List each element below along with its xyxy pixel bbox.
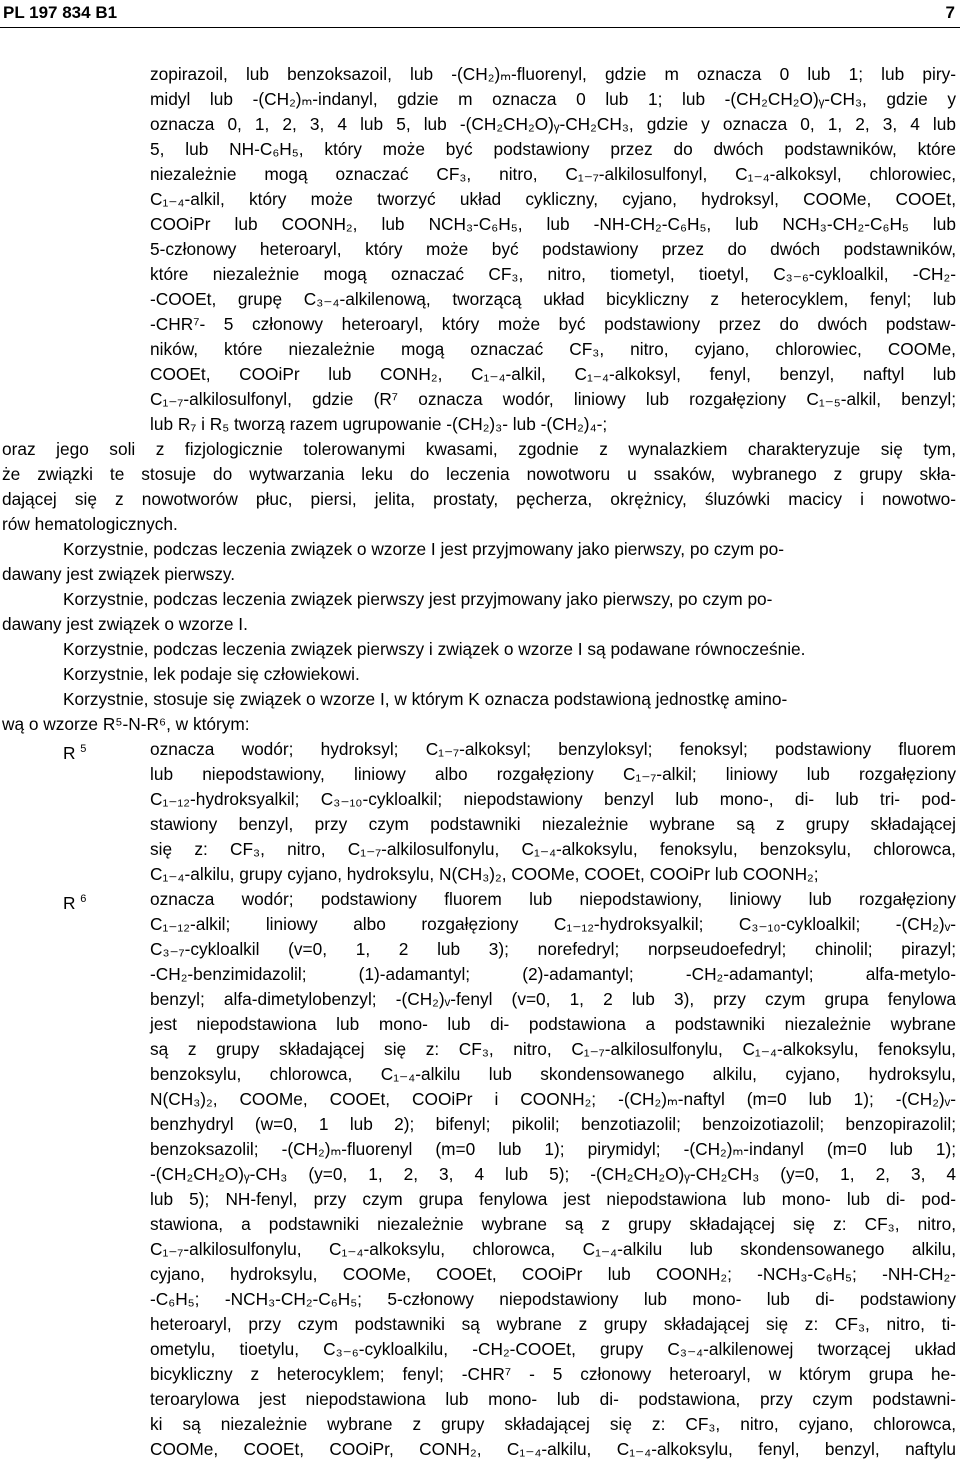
text-line: COOMe, COOEt, COOiPr, CONH₂, C₁₋₄-alkilu, C₁₋₄-alkoksylu, fenyl, benzyl, naftylu xyxy=(150,1439,956,1459)
text-line: 5, lub NH-C₆H₅, który może być podstawiony przez do dwóch podstawników, które xyxy=(150,139,956,159)
text-line: lub 5); NH-fenyl, przy czym grupa fenylowa jest niepodstawiona lub mono- lub di- pod- xyxy=(150,1189,956,1209)
text-line: lub niepodstawiony, liniowy albo rozgałęziony C₁₋₇-alkil; liniowy lub rozgałęziony xyxy=(150,764,956,784)
text-line: benzoksazolil; -(CH₂)ₘ-fluorenyl (m=0 lub 1); pirymidyl; -(CH₂)ₘ-indanyl (m=0 lub 1); xyxy=(150,1139,956,1159)
header-divider xyxy=(0,27,960,28)
text-line: które niezależnie mogą oznaczać CF₃, nitro, tiometyl, tioetyl, C₃₋₆-cykloalkil, -CH₂- xyxy=(150,264,956,284)
text-line: teroarylowa jest niepodstawiona lub mono- lub di- podstawiona, przy czym podstawni- xyxy=(150,1389,956,1409)
text-line: COOEt, COOiPr lub CONH₂, C₁₋₄-alkil, C₁₋₄-alkoksyl, fenyl, benzyl, naftyl lub xyxy=(150,364,956,384)
text-line: oznacza wodór; hydroksyl; C₁₋₇-alkoksyl; benzyloksyl; fenoksyl; podstawiony fluorem xyxy=(150,739,956,759)
text-line: C₁₋₇-alkilosulfonyl, gdzie (R⁷ oznacza wodór, liniowy lub rozgałęziony C₁₋₅-alkil, benzyl; xyxy=(150,389,956,409)
patent-number: PL 197 834 B1 xyxy=(3,3,118,22)
text-line: niezależnie mogą oznaczać CF₃, nitro, C₁₋₇-alkilosulfonyl, C₁₋₄-alkoksyl, chlorowiec, xyxy=(150,164,956,184)
text-line: -C₆H₅; -NCH₃-CH₂-C₆H₅; 5-członowy niepodstawiony lub mono- lub di- podstawiony xyxy=(150,1289,956,1309)
text-line: wą o wzorze R⁵-N-R⁶, w którym: xyxy=(2,714,250,734)
text-line: cyjano, hydroksylu, COOMe, COOEt, COOiPr lub COONH₂; -NCH₃-C₆H₅; -NH-CH₂- xyxy=(150,1264,956,1284)
text-line: bicykliczny z heterocyklem; fenyl; -CHR⁷ - 5 członowy heteroaryl, w którym grupa he- xyxy=(150,1364,956,1384)
text-line: ki są niezależnie wybrane z grupy składającej się z: CF₃, nitro, cyjano, chlorowca, xyxy=(150,1414,956,1434)
text-line: -COOEt, grupę C₃₋₄-alkilenową, tworzącą układ bicykliczny z heterocyklem, fenyl; lub xyxy=(150,289,956,309)
text-line: oznacza 0, 1, 2, 3, 4 lub 5, lub -(CH₂CH₂O)ᵧ-CH₂CH₃, gdzie y oznacza 0, 1, 2, 3, 4 lub xyxy=(150,114,956,134)
text-line: C₁₋₁₂-alkil; liniowy albo rozgałęziony C₁₋₁₂-hydroksyalkil; C₃₋₁₀-cykloalkil; -(CH₂)ᵥ- xyxy=(150,914,956,934)
text-line: Korzystnie, podczas leczenia związek o wzorze I jest przyjmowany jako pierwszy, po czym po- xyxy=(63,539,784,559)
text-line: benzhydryl (w=0, 1 lub 2); bifenyl; pikolil; benzotiazolil; benzoizotiazolil; benzopirazolil; xyxy=(150,1114,956,1134)
text-line: midyl lub -(CH₂)ₘ-indanyl, gdzie m oznacza 0 lub 1; lub -(CH₂CH₂O)ᵧ-CH₃, gdzie y xyxy=(150,89,956,109)
text-line: lub R₇ i R₅ tworzą razem ugrupowanie -(CH₂)₃- lub -(CH₂)₄-; xyxy=(150,414,608,434)
text-line: Korzystnie, stosuje się związek o wzorze I, w którym K oznacza podstawioną jednostkę amino- xyxy=(63,689,788,709)
text-line: oraz jego soli z fizjologicznie tolerowanymi kwasami, zgodnie z wynalazkiem charakteryzuje się tym, xyxy=(2,439,956,459)
text-line: benzoksylu, chlorowca, C₁₋₄-alkilu lub skondensowanego alkilu, cyjano, hydroksylu, xyxy=(150,1064,956,1084)
text-line: się z: CF₃, nitro, C₁₋₇-alkilosulfonylu, C₁₋₄-alkoksylu, fenoksylu, benzoksylu, chlorowca, xyxy=(150,839,956,859)
text-line: C₁₋₄-alkil, który może tworzyć układ cykliczny, cyjano, hydroksyl, COOMe, COOEt, xyxy=(150,189,956,209)
text-line: dawany jest związek pierwszy. xyxy=(2,564,236,584)
text-line: C₃₋₇-cykloalkil (v=0, 1, 2 lub 3); norefedryl; norpseudoefedryl; chinolil; pirazyl; xyxy=(150,939,956,959)
text-line: C₁₋₁₂-hydroksyalkil; C₃₋₁₀-cykloalkil; niepodstawiony benzyl lub mono-, di- lub tri- pod- xyxy=(150,789,956,809)
r5-label: R $^5$ xyxy=(63,742,87,763)
text-line: 5-członowy heteroaryl, który może być podstawiony przez do dwóch podstawników, xyxy=(150,239,956,259)
text-line: -CH₂-benzimidazolil; (1)-adamantyl; (2)-adamantyl; -CH₂-adamantyl; alfa-metylo- xyxy=(150,964,956,984)
page-header xyxy=(0,0,960,26)
text-line: rów hematologicznych. xyxy=(2,514,178,534)
text-line: Korzystnie, lek podaje się człowiekowi. xyxy=(63,664,360,684)
text-line: C₁₋₇-alkilosulfonylu, C₁₋₄-alkoksylu, chlorowca, C₁₋₄-alkilu lub skondensowanego alkilu, xyxy=(150,1239,956,1259)
text-line: N(CH₃)₂, COOMe, COOEt, COOiPr i COONH₂; -(CH₂)ₘ-naftyl (m=0 lub 1); -(CH₂)ᵥ- xyxy=(150,1089,956,1109)
text-line: benzyl; alfa-dimetylobenzyl; -(CH₂)ᵥ-fenyl (v=0, 1, 2 lub 3), przy czym grupa fenylowa xyxy=(150,989,956,1009)
text-line: C₁₋₄-alkilu, grupy cyjano, hydroksylu, N(CH₃)₂, COOMe, COOEt, COOiPr lub COONH₂; xyxy=(150,864,819,884)
r6-label: R $^6$ xyxy=(63,892,87,913)
text-line: heteroaryl, przy czym podstawniki są wybrane z grupy składającej się z: CF₃, nitro, ti- xyxy=(150,1314,956,1334)
text-line: że związki te stosuje do wytwarzania leku do leczenia nowotworu u ssaków, wybranego z grupy skła- xyxy=(2,464,956,484)
text-line: jest niepodstawiona lub mono- lub di- podstawiona a podstawniki niezależnie wybrane xyxy=(150,1014,956,1034)
text-line: -(CH₂CH₂O)ᵧ-CH₃ (y=0, 1, 2, 3, 4 lub 5); -(CH₂CH₂O)ᵧ-CH₂CH₃ (y=0, 1, 2, 3, 4 xyxy=(150,1164,956,1184)
text-line: dającej się z nowotworów płuc, piersi, jelita, prostaty, pęcherza, okrężnicy, śluzówki macicy i nowotwo- xyxy=(2,489,956,509)
text-line: -CHR⁷- 5 członowy heteroaryl, który może być podstawiony przez do dwóch podstaw- xyxy=(150,314,956,334)
text-line: Korzystnie, podczas leczenia związek pierwszy jest przyjmowany jako pierwszy, po czym po- xyxy=(63,589,773,609)
text-line: ników, które niezależnie mogą oznaczać CF₃, nitro, cyjano, chlorowiec, COOMe, xyxy=(150,339,956,359)
text-line: dawany jest związek o wzorze I. xyxy=(2,614,248,634)
text-line: zopirazoil, lub benzoksazoil, lub -(CH₂)ₘ-fluorenyl, gdzie m oznacza 0 lub 1; lub piry- xyxy=(150,64,956,84)
text-line: stawiona, a podstawniki niezależnie wybrane są z grupy składającej się z: CF₃, nitro, xyxy=(150,1214,956,1234)
text-line: COOiPr lub COONH₂, lub NCH₃-C₆H₅, lub -NH-CH₂-C₆H₅, lub NCH₃-CH₂-C₆H₅ lub xyxy=(150,214,956,234)
text-line: oznacza wodór; podstawiony fluorem lub niepodstawiony, liniowy lub rozgałęziony xyxy=(150,889,956,909)
text-line: ometylu, tioetylu, C₃₋₆-cykloalkilu, -CH₂-COOEt, grupy C₃₋₄-alkilenowej tworzącej układ xyxy=(150,1339,956,1359)
text-line: stawiony benzyl, przy czym podstawniki niezależnie wybrane są z grupy składającej xyxy=(150,814,956,834)
text-line: są z grupy składającej się z: CF₃, nitro, C₁₋₇-alkilosulfonylu, C₁₋₄-alkoksylu, fenoksylu, xyxy=(150,1039,956,1059)
page-number: 7 xyxy=(945,3,955,22)
text-line: Korzystnie, podczas leczenia związek pierwszy i związek o wzorze I są podawane równocześnie. xyxy=(63,639,806,659)
